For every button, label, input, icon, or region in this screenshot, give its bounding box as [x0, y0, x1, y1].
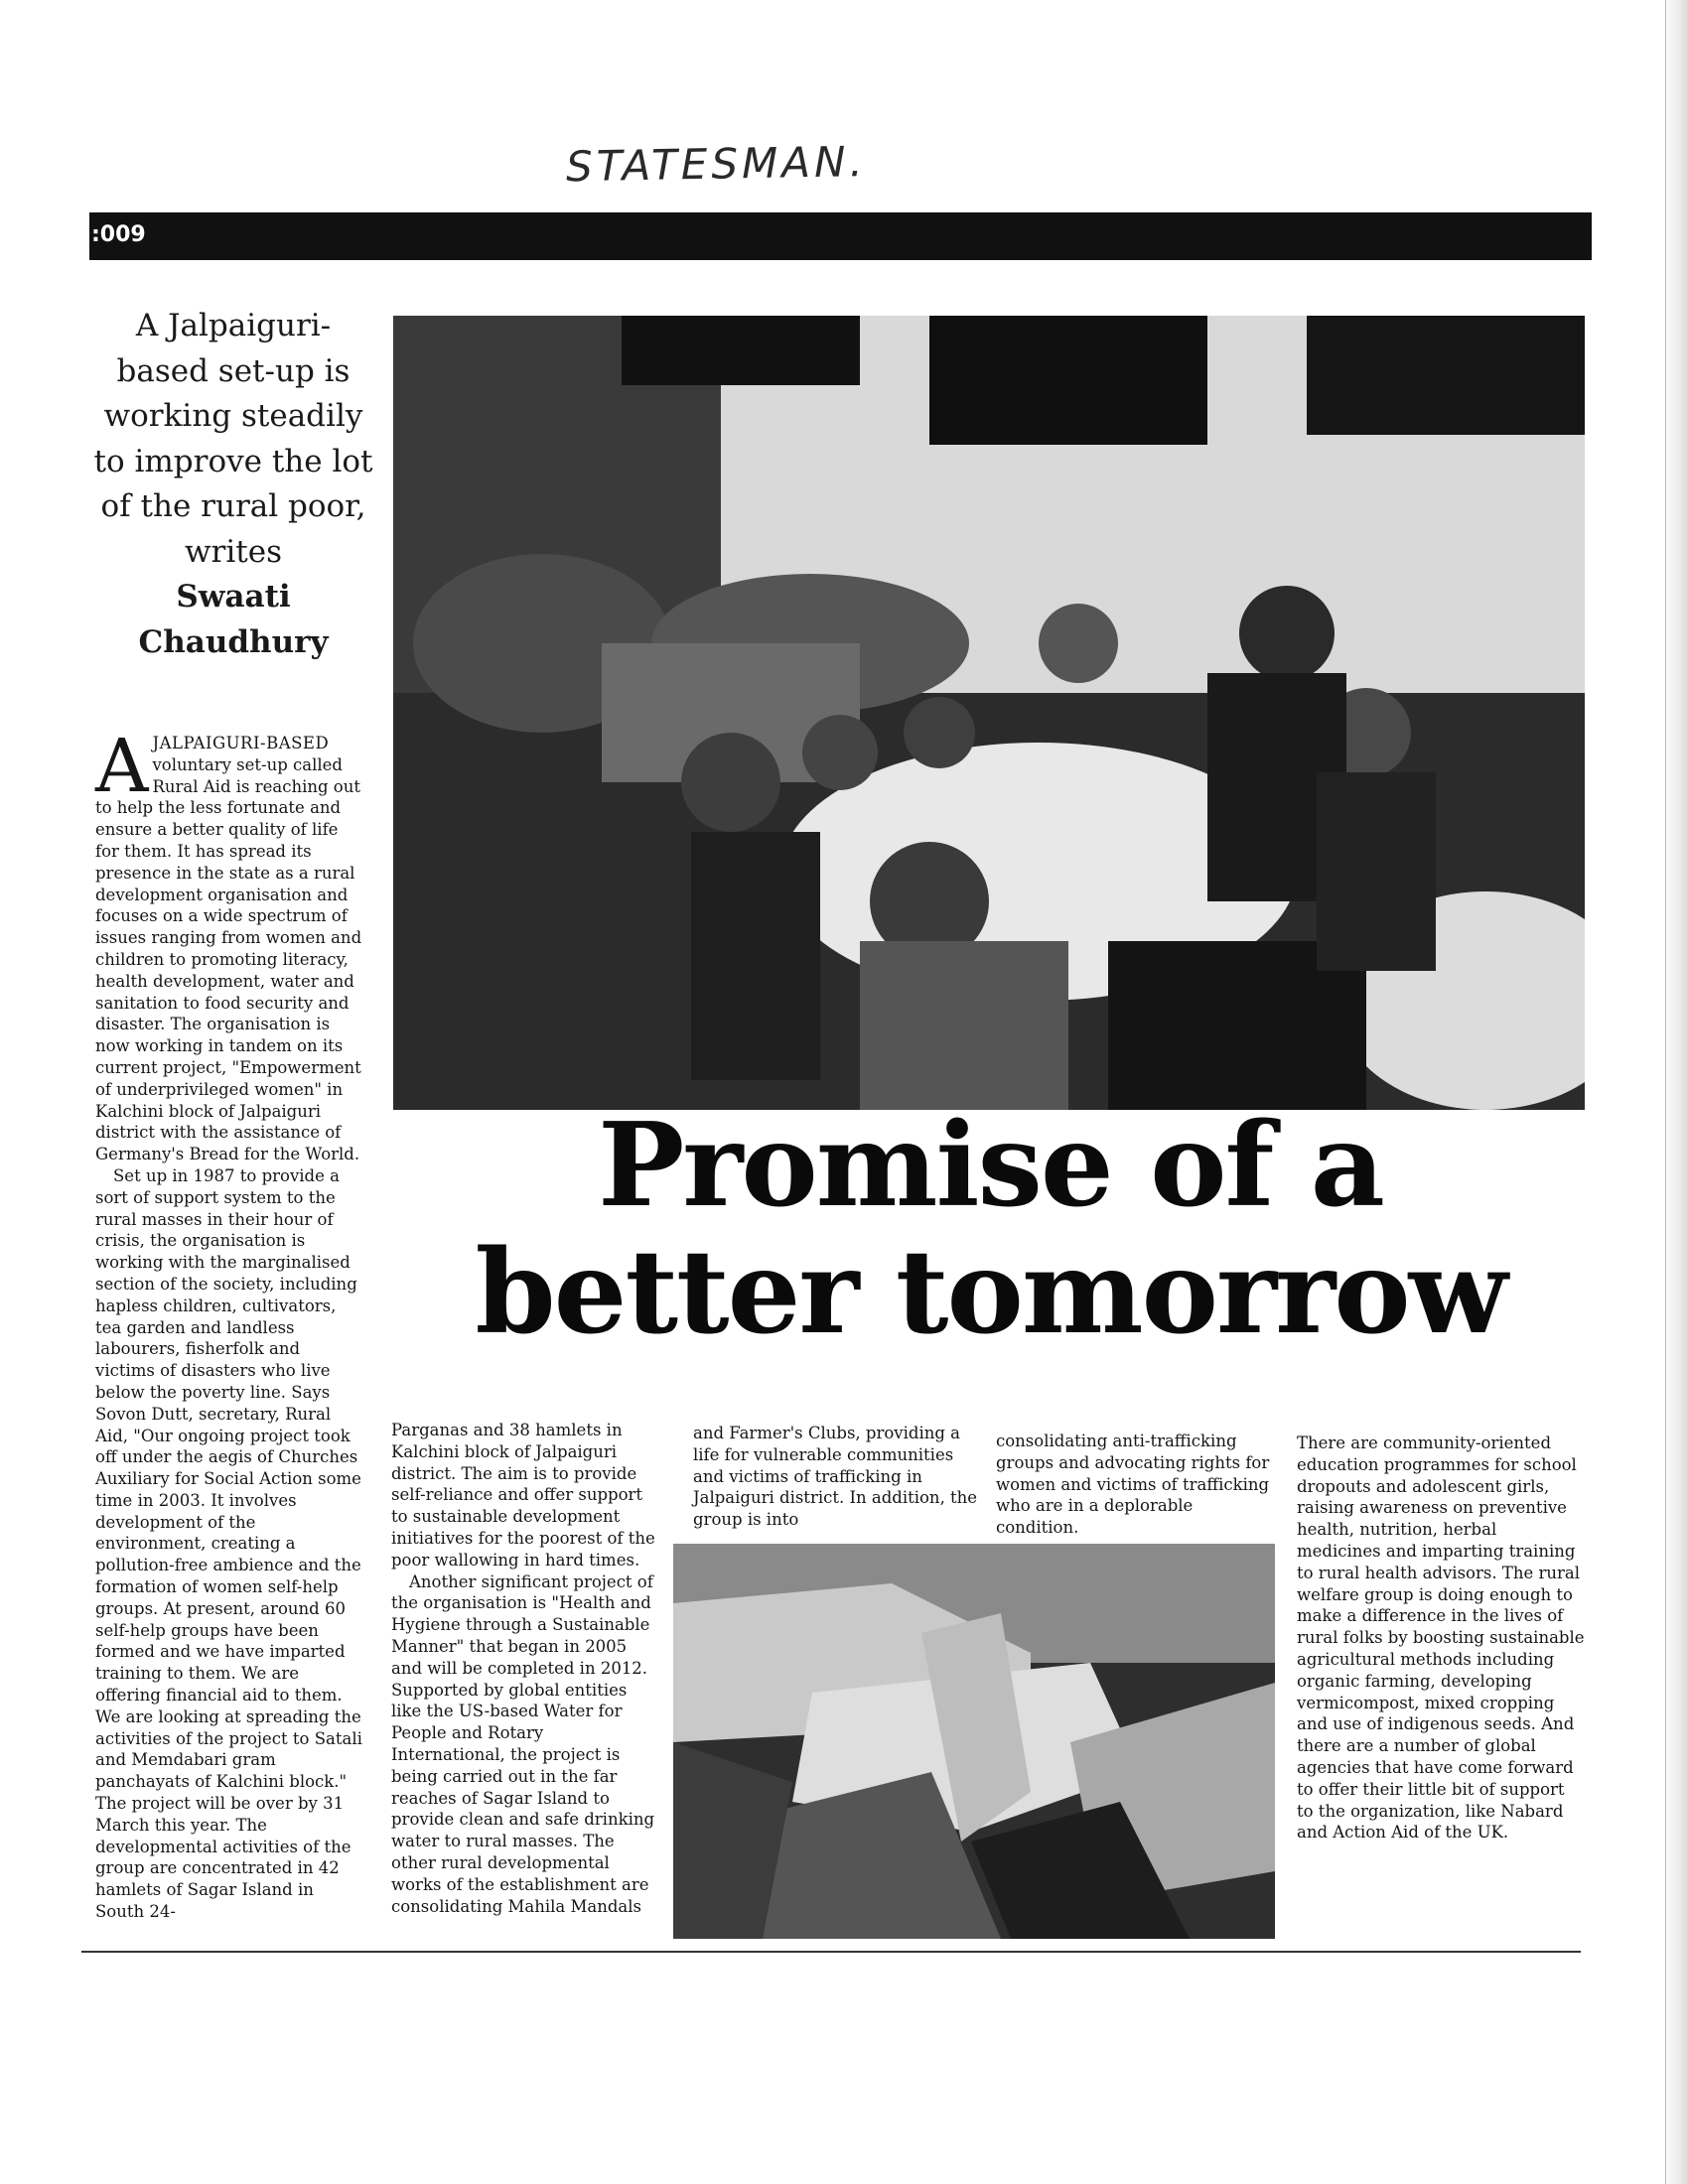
date-fragment: :009 [91, 222, 146, 247]
col4-paragraph-1: consolidating anti-trafficking groups and advocating rights for women and victims of trafficking who are in a deplorable condition. [996, 1432, 1270, 1538]
col5-paragraph-1: There are community-oriented education programmes for school dropouts and adolescent girls, raising awareness on preventive health, nutrition, herbal medicines and imparting training to rural health advisors. The rural welfare group is doing enough to make a difference in the lives of rural folks by boosting sustainable agricultural methods including organic farming, developing vermicompost, mixed cropping and use of indigenous seeds. And there are a number of global agencies that have come forward to offer their little bit of support to the organization, like Nabard and Action Aid of the UK. [1297, 1433, 1585, 1843]
hands-photo [673, 1544, 1275, 1939]
lead-caps: JALPAIGURI-BASED [152, 734, 330, 752]
headline-line-2: better tomorrow [475, 1225, 1506, 1360]
body-column-5 [1297, 1433, 1585, 1843]
col2-paragraph-2: Another significant project of the organisation is "Health and Hygiene through a Sustainable Manner" that began in 2005 and will be completed in 2012. Supported by global entities like the US-based Water for People and Rotary International, the project is being carried out in the far reaches of Sagar Island to provide clean and safe drinking water to rural masses. The other rural developmental works of the establishment are consolidating Mahila Mandals [391, 1571, 655, 1916]
deck-text: A Jalpaiguri-based set-up is working steadily to improve the lot of the rural poor, writes [93, 308, 373, 570]
body-column-4 [996, 1431, 1279, 1539]
col3-paragraph-1: and Farmer's Clubs, providing a life for vulnerable communities and victims of trafficking in Jalpaiguri district. In addition, the group is into [693, 1424, 978, 1530]
classroom-photo [393, 316, 1585, 1110]
headline-line-1: Promise of a [598, 1098, 1383, 1233]
col1-paragraph-1: voluntary set-up called Rural Aid is reaching out to help the less fortunate and ensure a better quality of life for them. It has spread its presence in the state as a rural development organisation and focuses on a wide spectrum of issues ranging from women and children to promoting literacy, health development, water and sanitation to food security and disaster. The organisation is now working in tandem on its current project, "Empowerment of underprivileged women" in Kalchini block of Jalpaiguri district with the assistance of Germany's Bread for the World. [95, 754, 362, 1164]
col2-paragraph-1: Parganas and 38 hamlets in Kalchini block of Jalpaiguri district. The aim is to provide self-reliance and offer support to sustainable development initiatives for the poorest of the poor wallowing in hard times. [391, 1421, 655, 1570]
col1-paragraph-2: Set up in 1987 to provide a sort of support system to the rural masses in their hour of crisis, the organisation is working with the marginalised section of the society, including hapless children, cultivators, tea garden and landless labourers, fisherfolk and victims of disasters who live below the poverty line. Says Sovon Dutt, secretary, Rural Aid, "Our ongoing project took off under the aegis of Churches Auxiliary for Social Action some time in 2003. It involves development of the environment, creating a pollution-free ambience and the formation of women self-help groups. At present, around 60 self-help groups have been formed and we have imparted training to them. We are offering financial aid to them. We are looking at spreading the activities of the project to Satali and Memdabari gram panchayats of Kalchini block." The project will be over by 31 March this year. The developmental activities of the group are concentrated in 42 hamlets of Sagar Island in South 24- [95, 1165, 362, 1922]
body-column-2 [391, 1420, 659, 1917]
body-column-1 [95, 724, 363, 1923]
headline [387, 1098, 1594, 1360]
body-column-3 [693, 1423, 981, 1531]
scan-page-edge [1665, 0, 1688, 2184]
date-bar [89, 212, 1592, 260]
handwritten-note: STATESMAN. [565, 137, 868, 192]
drop-cap: A [95, 724, 149, 809]
bottom-rule [81, 1951, 1581, 1953]
article-deck [91, 304, 375, 665]
author-byline: Swaati Chaudhury [138, 579, 329, 660]
